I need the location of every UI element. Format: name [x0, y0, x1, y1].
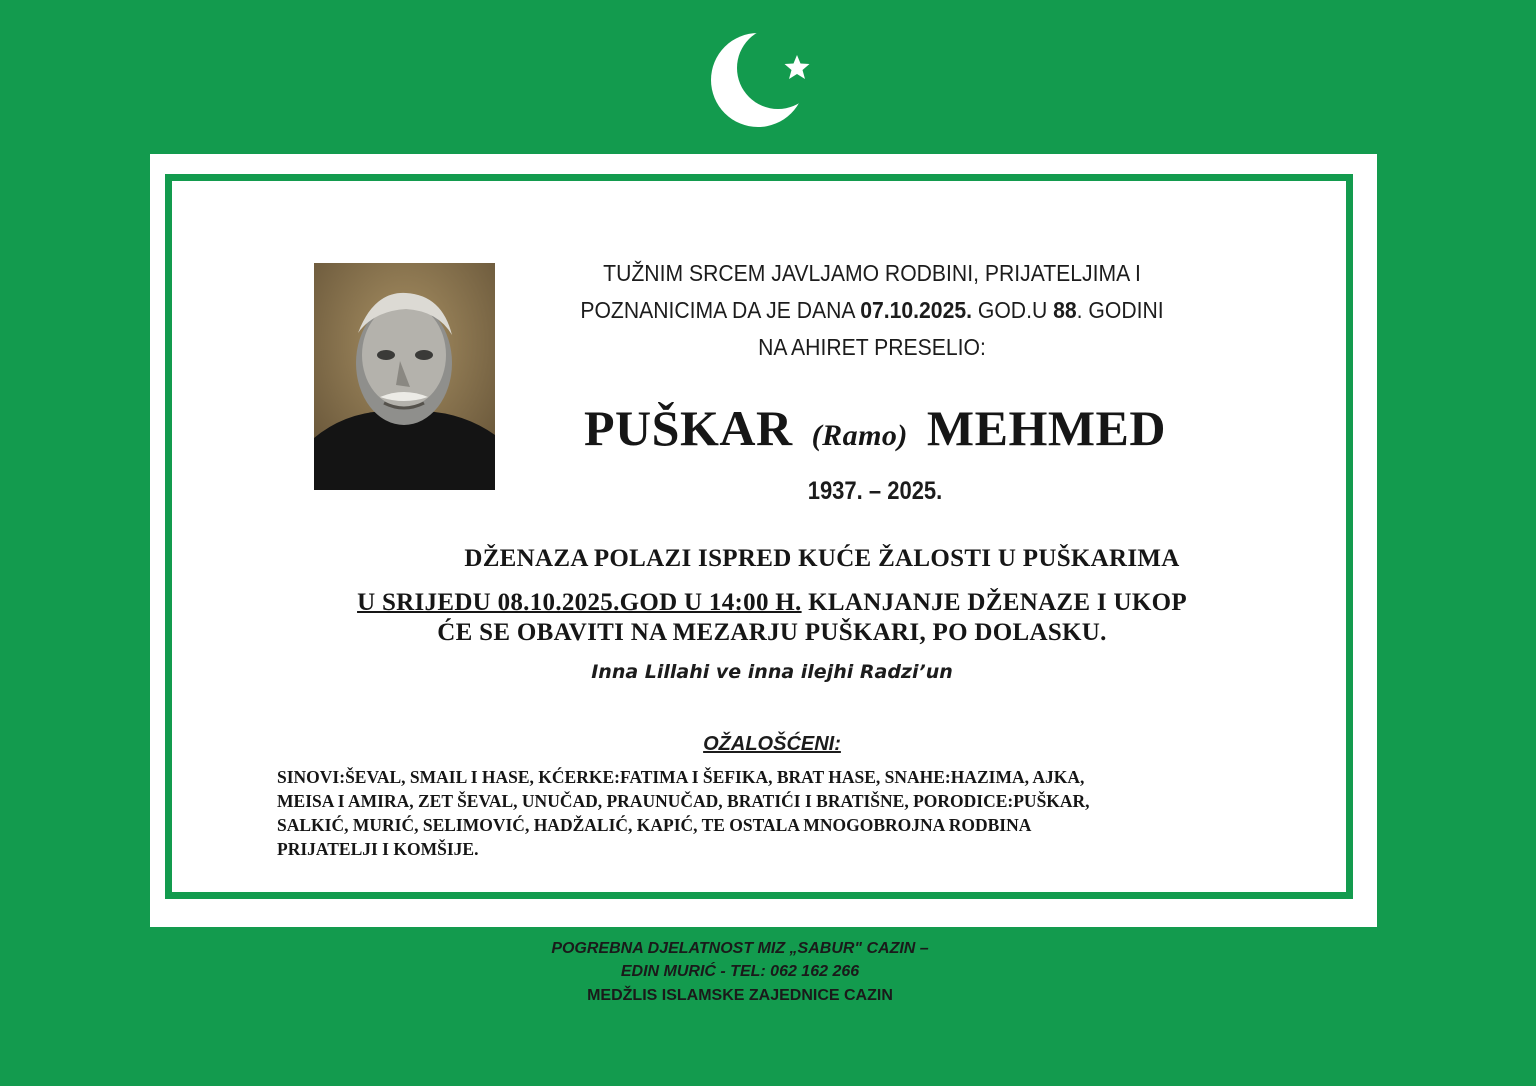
mourners-line: MEISA I AMIRA, ZET ŠEVAL, UNUČAD, PRAUNUČAD, BRATIĆI I BRATIŠNE, PORODICE:PUŠKAR, — [277, 791, 1090, 811]
prayer-text: Inna Lillahi ve inna ilejhi Radzi’un — [591, 661, 953, 683]
funeral-line-2-rest: KLANJANJE DŽENAZE I UKOP — [801, 589, 1187, 616]
mourners-list — [277, 765, 1277, 861]
footer-line-3: MEDŽLIS ISLAMSKE ZAJEDNICE CAZIN — [587, 987, 893, 1004]
notice-panel — [150, 154, 1377, 927]
first-name: MEHMED — [926, 400, 1166, 456]
intro-line-2 — [522, 292, 1221, 329]
footer-line-1: POGREBNA DJELATNOST MIZ „SABUR" CAZIN – — [551, 940, 929, 957]
intro-line-2a: POZNANICIMA DA JE DANA — [580, 297, 861, 323]
death-date: 07.10.2025. — [860, 297, 972, 323]
funeral-line-1: DŽENAZA POLAZI ISPRED KUĆE ŽALOSTI U PUŠKARIMA — [464, 545, 1180, 572]
crescent-star-icon — [708, 28, 818, 133]
intro-line-1: TUŽNIM SRCEM JAVLJAMO RODBINI, PRIJATELJIMA I — [603, 260, 1141, 286]
deceased-name — [492, 399, 1258, 457]
notice-frame — [165, 174, 1353, 899]
father-name: (Ramo) — [811, 419, 908, 452]
intro-line-2c: . GODINI — [1076, 297, 1164, 323]
funeral-line-2 — [232, 588, 1312, 618]
mourners-line: SALKIĆ, MURIĆ, SELIMOVIĆ, HADŽALIĆ, KAPIĆ, TE OSTALA MNOGOBROJNA RODBINA — [277, 815, 1032, 835]
mourners-line: PRIJATELJI I KOMŠIJE. — [277, 839, 479, 859]
mourners-line: SINOVI:ŠEVAL, SMAIL I HASE, KĆERKE:FATIMA I ŠEFIKA, BRAT HASE, SNAHE:HAZIMA, AJKA, — [277, 767, 1085, 787]
age: 88 — [1053, 297, 1077, 323]
intro-line-2b: GOD.U — [971, 297, 1054, 323]
announcement-text — [522, 255, 1221, 366]
funeral-date-time: U SRIJEDU 08.10.2025.GOD U 14:00 H. — [357, 589, 802, 616]
intro-line-3: NA AHIRET PRESELIO: — [758, 334, 986, 360]
life-years: 1937. – 2025. — [807, 477, 943, 505]
funeral-line-3: ĆE SE OBAVITI NA MEZARJU PUŠKARI, PO DOLASKU. — [437, 619, 1107, 646]
surname: PUŠKAR — [584, 400, 793, 456]
deceased-photo — [314, 263, 495, 490]
footer-line-2: EDIN MURIĆ - TEL: 062 162 266 — [620, 963, 860, 980]
mourners-heading: OŽALOŠĆENI: — [703, 733, 841, 755]
